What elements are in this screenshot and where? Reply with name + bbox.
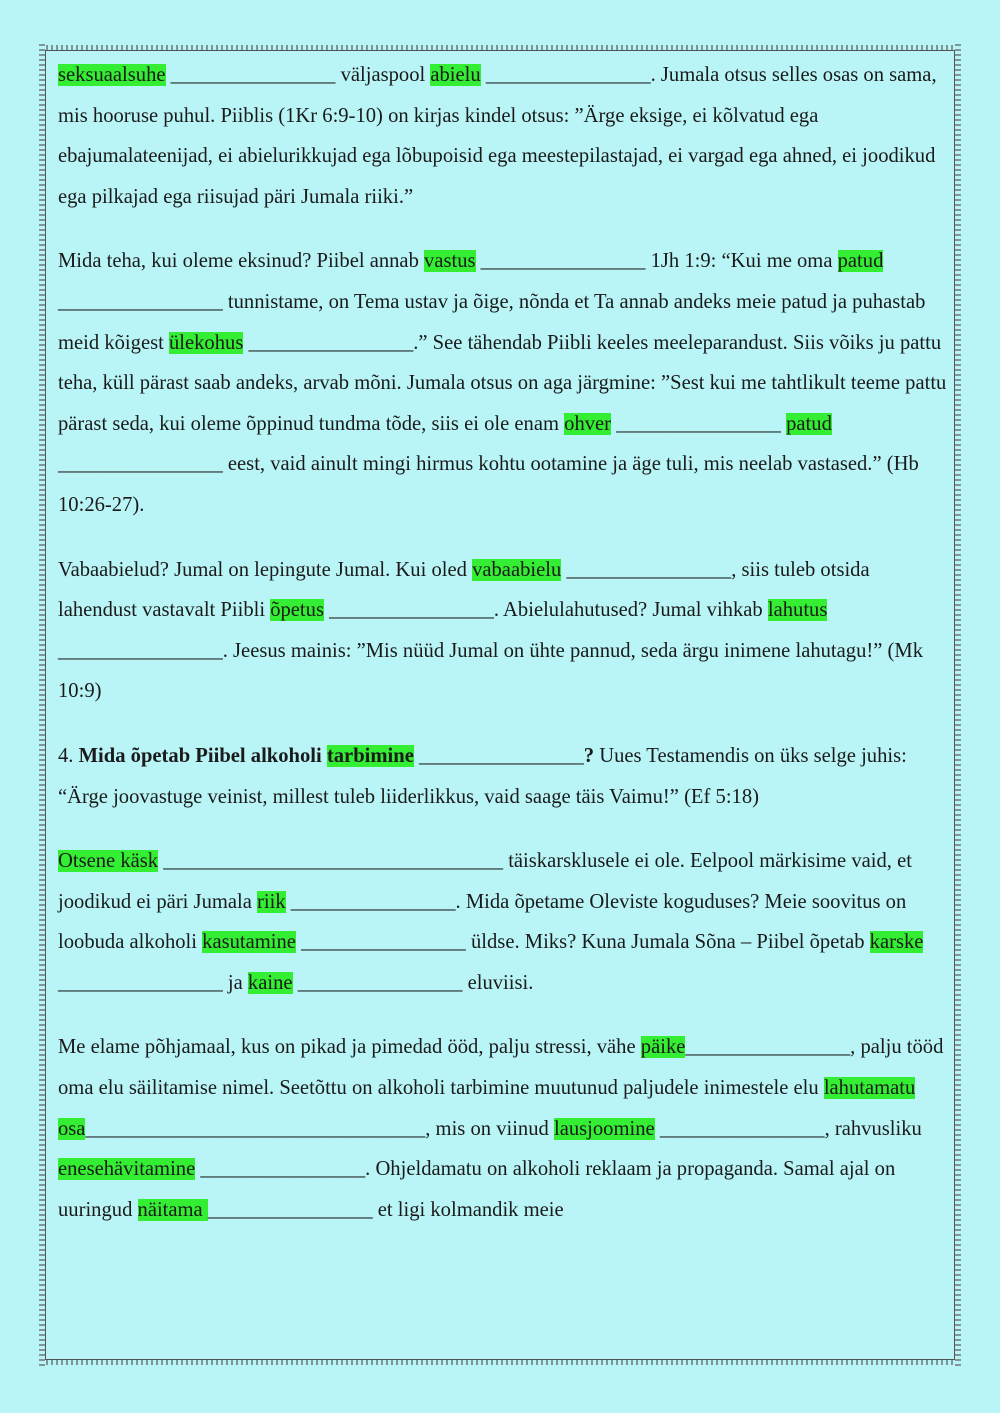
paragraph-4: 4. Mida õpetab Piibel alkoholi tarbimine ________________? Uues Testamendis on üks selge juhis: “Ärge joovastuge veinist, millest tuleb liiderlikkus, vaid saage täis Vaimu!” (Ef 5:18) bbox=[58, 744, 907, 808]
answer-word: tarbimine bbox=[326, 744, 414, 767]
fill-blank[interactable]: ________________ bbox=[301, 931, 466, 954]
fill-blank[interactable]: ________________ bbox=[685, 1036, 851, 1059]
answer-word: karske bbox=[869, 931, 924, 954]
paragraph-6: Me elame põhjamaal, kus on pikad ja pimedad ööd, palju stressi, vähe päike________________, palju tööd oma elu säilitamise nimel. Seetõttu on alkoholi tarbimine muutunud paljudele inimestele elu lahutamatu osa_________________________________, mis on viinud lausjoomine ________________, rahvusliku enesehävitamine ________________. Ohjeldamatu on alkoholi reklaam ja propaganda. Samal ajal on uuringud näitama ________________ et ligi kolmandik meie bbox=[58, 1036, 944, 1221]
answer-word: abielu bbox=[430, 64, 481, 86]
worksheet-text bbox=[58, 55, 948, 1254]
border-left bbox=[39, 44, 45, 1366]
paragraph-1: seksuaalsuhe ________________ väljaspool abielu ________________. Jumala otsus selles osas on sama, mis hooruse puhul. Piiblis (1Kr 6:9-10) on kirjas kindel otsus: ”Ärge eksige, ei kõlvatud ega ebajumalateenijad, ei abielurikkujad ega lõbupoisid ega meestepilastajad, ei vargad ega ahned, ei joodikud ega pilkajad ega riisujad päri Jumala riiki.” bbox=[58, 64, 937, 208]
answer-word: lahutamatu bbox=[823, 1077, 916, 1100]
answer-word: ohver bbox=[564, 412, 612, 435]
fill-blank[interactable]: ________________ bbox=[58, 290, 223, 313]
fill-blank[interactable]: ________________ bbox=[419, 744, 584, 767]
answer-word: õpetus bbox=[270, 599, 324, 622]
fill-blank[interactable]: ________________ bbox=[58, 971, 223, 994]
paragraph-5: Otsene käsk _________________________________ täiskarsklusele ei ole. Eelpool märkisime vaid, et joodikud ei päri Jumala riik ________________. Mida õpetame Oleviste koguduses? Meie soovitus on loobuda alkoholi kasutamine ________________ üldse. Miks? Kuna Jumala Sõna – Piibel õpetab karske ________________ ja kaine ________________ eluviisi. bbox=[58, 850, 924, 994]
question-number: 4. bbox=[58, 744, 79, 767]
answer-word: patud bbox=[837, 250, 884, 273]
answer-word: näitama bbox=[137, 1198, 208, 1221]
answer-word: enesehävitamine bbox=[58, 1158, 196, 1181]
fill-blank[interactable]: ________________ bbox=[566, 558, 732, 581]
fill-blank[interactable]: ________________ bbox=[616, 412, 781, 435]
fill-blank[interactable]: ________________ bbox=[290, 890, 456, 913]
border-right bbox=[955, 44, 961, 1366]
fill-blank[interactable]: _________________________________ bbox=[85, 1117, 426, 1140]
fill-blank[interactable]: ________________ bbox=[58, 639, 223, 662]
paragraph-3: Vabaabielud? Jumal on lepingute Jumal. Kui oled vabaabielu ________________, siis tuleb otsida lahendust vastavalt Piibli õpetus ________________. Abielulahutused? Jumal vihkab lahutus ________________. Jeesus mainis: ”Mis nüüd Jumal on ühte pannud, seda ärgu inimene lahutagu!” (Mk 10:9) bbox=[58, 558, 923, 703]
question-heading: Mida õpetab Piibel alkoholi tarbimine ________________? bbox=[78, 744, 595, 767]
fill-blank[interactable]: ________________ bbox=[297, 971, 463, 994]
fill-blank[interactable]: ________________ bbox=[58, 453, 223, 476]
answer-word: Otsene käsk bbox=[58, 850, 159, 873]
fill-blank[interactable]: ________________ bbox=[480, 250, 646, 273]
fill-blank[interactable]: ________________ bbox=[200, 1158, 366, 1181]
answer-word: riik bbox=[257, 890, 286, 913]
answer-word: lahutus bbox=[767, 599, 828, 622]
answer-word: patud bbox=[786, 412, 832, 435]
answer-word: kasutamine bbox=[202, 931, 296, 954]
fill-blank[interactable]: ________________ bbox=[485, 64, 651, 86]
fill-blank[interactable]: _________________________________ bbox=[163, 850, 504, 873]
answer-word: vastus bbox=[424, 250, 476, 273]
fill-blank[interactable]: ________________ bbox=[248, 331, 414, 354]
answer-word: seksuaalsuhe bbox=[58, 64, 166, 86]
answer-word: osa bbox=[58, 1117, 86, 1140]
answer-word: vabaabielu bbox=[472, 558, 562, 581]
fill-blank[interactable]: ________________ bbox=[329, 599, 494, 622]
answer-word: lausjoomine bbox=[553, 1117, 655, 1140]
answer-word: ülekohus bbox=[168, 331, 244, 354]
fill-blank[interactable]: ________________ bbox=[659, 1117, 825, 1140]
paragraph-2: Mida teha, kui oleme eksinud? Piibel annab vastus ________________ 1Jh 1:9: “Kui me oma patud ________________ tunnistame, on Tema ustav ja õige, nõnda et Ta annab andeks meie patud ja puhastab meid kõigest ülekohus ________________.” See tähendab Piibli keeles meeleparandust. Siis võiks ju pattu teha, küll pärast saab andeks, arvab mõni. Jumala otsus on aga järgmine: ”Sest kui me tahtlikult teeme pattu pärast seda, kui oleme õppinud tundma tõde, siis ei ole enam ohver ________________ patud ________________ eest, vaid ainult mingi hirmus kohtu ootamine ja äge tuli, mis neelab vastased.” (Hb 10:26-27). bbox=[58, 250, 947, 516]
answer-word: päike bbox=[640, 1036, 686, 1059]
fill-blank[interactable]: ________________ bbox=[207, 1198, 373, 1221]
answer-word: kaine bbox=[247, 971, 293, 994]
fill-blank[interactable]: ________________ bbox=[170, 64, 336, 86]
